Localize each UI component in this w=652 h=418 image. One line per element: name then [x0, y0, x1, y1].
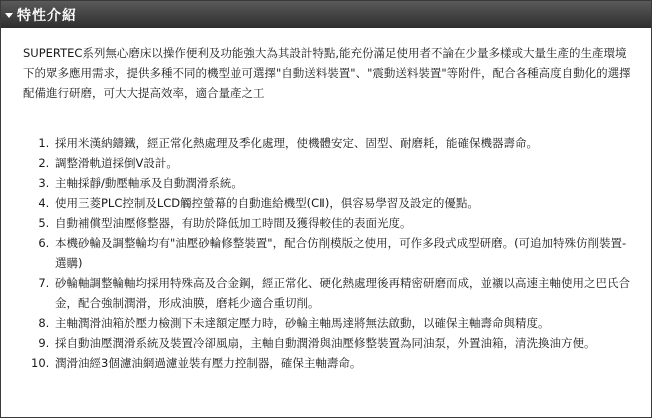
panel-header [1, 1, 651, 28]
feature-item-3: 3. 主軸採靜/動壓軸承及自動潤滑系統。 [53, 173, 637, 193]
intro-paragraph: SUPERTEC系列無心磨床以操作便利及功能強大為其設計特點,能充份滿足使用者不論在少量多樣或大量生產的生產環境下的眾多應用需求，提供多種不同的機型並可選擇"自動送料裝置"、"震動送料裝置"等附件，配合各種高度自動化的選擇配備進行研磨，可大大提高效率，適合量產之工 [23, 46, 631, 100]
feature-list [23, 133, 637, 373]
feature-item-2: 2. 調整滑軌道採倒V設計。 [53, 153, 637, 173]
feature-item-5: 5. 自動補償型油壓修整器，有助於降低加工時間及獲得較佳的表面光度。 [53, 213, 637, 233]
feature-item-1: 1. 採用米漢納鑄鐵，經正常化熱處理及季化處理，使機體安定、固型、耐磨耗，能確保機器壽命。 [53, 133, 637, 153]
feature-item-7: 7. 砂輪軸調整輪軸均採用特殊高及合金鋼，經正常化、硬化熱處理後再精密研磨而成，並襯以高速主軸使用之巴氏合金，配合強制潤滑，形成油膜，磨耗少適合重切削。 [53, 273, 637, 313]
feature-item-6: 6. 本機砂輪及調整輪均有"油壓砂輪修整裝置"，配合仿削模版之使用，可作多段式成型研磨。(可追加特殊仿削裝置-選購) [53, 233, 637, 273]
feature-item-4: 4. 使用三菱PLC控制及LCD觸控螢幕的自動進給機型(CⅡ)，俱容易學習及設定的優點。 [53, 193, 637, 213]
triangle-down-icon [5, 13, 13, 18]
feature-item-10: 10. 潤滑油經3個濾油網過濾並裝有壓力控制器，確保主軸壽命。 [53, 353, 637, 373]
panel-title: 特性介紹 [17, 7, 77, 24]
panel-content [1, 28, 651, 373]
feature-item-9: 9. 採自動油壓潤滑系統及裝置冷卻風扇，主軸自動潤滑與油壓修整裝置為同油泵，外置油箱，清洗換油方便。 [53, 333, 637, 353]
feature-item-8: 8. 主軸潤滑油箱於壓力檢測下未達額定壓力時，砂輪主軸馬達將無法啟動，以確保主軸壽命與精度。 [53, 313, 637, 333]
